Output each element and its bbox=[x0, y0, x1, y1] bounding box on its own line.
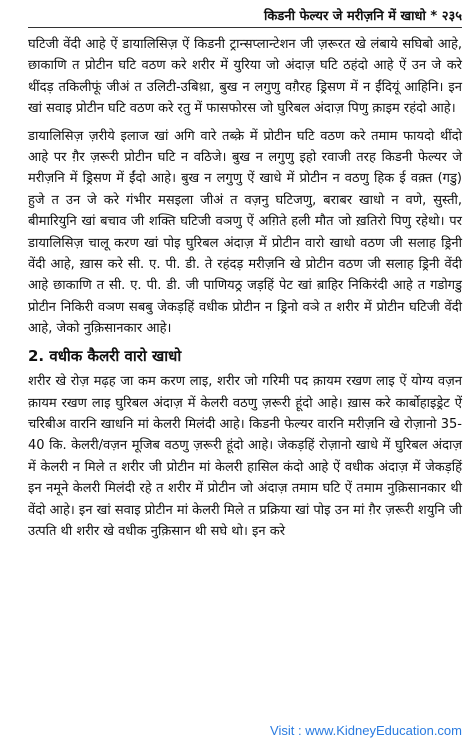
section-paragraph: शरीर खे रोज़ मढ़ह जा कम करण लाइ, शरीर जो गरिमी पद क़ायम रखण लाइ ऐं योग्य वज़न क़ायम रखण लाइ घुरिबल अंदाज़ में केलरी वठणु ज़रूरी हूंदो आहे। ख़ास करे कार्बोहाइड्रेट ऐं चरिबीअ वारनि खाधनि मां केलरी मिलंदी आहे। किडनी फेल्यर वारनि मरीज़नि खे रोज़ानो 35-40 कि. केलरी/वज़न मूजिब वठणु ज़रूरी हूंदो आहे। जेकड़हिं रोज़ानो खाधे में घुरिबल अंदाज़ में केलरी न मिले त शरीर जी प्रोटीन मां केलरी हासिल कंदो आहे ऐं वधीक अंदाज़ में जेकड़हिं इन नमूने केलरी मिलंदी रहे त शरीर में प्रोटीन जो अंदाज़ तमाम घटि ऐं तमाम नुक़िसानकार थी वेंदो आहे। इन खां सवाइ प्रोटीन मां केलरी मिले त प्रक्रिया खां पोइ उन मां ग़ैर ज़रूरी शयुनि जी उत्पति थी शरीर खे वधीक नुक़िसान थी सघे थो। इन करे bbox=[28, 374, 462, 539]
body-paragraph: डायालिसिज़ ज़रीये इलाज खां अगि वारे तब्क़े में प्रोटीन घटि वठण करे तमाम फायदो थींदो आहे पर ग़ैर ज़रूरी प्रोटीन घटि न वठिजे। बुख न लगुणु इहो रवाजी तरह किडनी फेल्यर जे मरीज़नि में ड्रिसण में ईंदो आहे। बुख न लगुणु ऐं खाधे में प्रोटीन न वठणु हिक ई वक़्त (गडु) हुजे त उन जे करे गंभीर मसइला जीअं त वज़नु घटिजणु, बराबर खाधो न वणे, सुस्ती, बीमारियुनि खां बचाव जी शक्ति घटिजी वञणु ऐं अग़िते हली मौत जो ख़तिरो पिणु रहेथो। पर डायालिसिज़ चालू करण खां पोइ घुरिबल अंदाज़ में प्रोटीन वारो खाधो वठण जी सलाह ड्रिनी वेंदी आहे, ख़ास करे सी. ए. पी. डी. ते रहंदड़ मरीज़नि खे प्रोटीन वठण जी सलाह ड्रिनी वेंदी आहे छाकाणि त सी. ए. पी. डी. जी पाणियठ्र जड़हिं पेट खां ब़ाहिर निकिरंदी आहे त गडोगडु प्रोटीन निकिरी वञण सबबु जेकड़हिं वधीक प्रोटीन न ड्रिनो वञे त शरीर में प्रोटीन घटिजी वेंदी आहे, जेको नुक़िसानकार आहे। bbox=[28, 128, 462, 337]
header-rule bbox=[28, 27, 462, 28]
header-title: किडनी फेल्यर जे मरीज़नि में खाधो bbox=[264, 9, 426, 24]
body-paragraph: घटिजी वेंदी आहे ऐं डायालिसिज़ ऐं किडनी ट्रान्सप्लान्टेशन जी ज़रूरत खे लंबाये सघिबो आहे, छाकाणि त प्रोटीन घटि वठण करे शरीर में युरिया जो अंदाज़ घटि ठहंदो आहे ऐं उन जे करे थींदड़ तकिलीफूं जीअं त उलिटी-उबिथ़ा, बुख न लगुणु वग़ैरह ड्रिसण में न ईंदियूं आहिनि। इन खां सवाइ प्रोटीन घटि वठण करे रतु में फासफोरस जो घुरिबल अंदाज़ पिणु क़ाइम रहंदो आहे। bbox=[28, 37, 462, 117]
page-header bbox=[28, 6, 462, 24]
page-number: * २३५ bbox=[430, 9, 462, 24]
footer-link[interactable]: Visit : www.KidneyEducation.com bbox=[270, 723, 462, 738]
page-body bbox=[28, 34, 462, 548]
section-heading: 2. वधीक कैलरी वारो खाधो bbox=[28, 346, 182, 365]
